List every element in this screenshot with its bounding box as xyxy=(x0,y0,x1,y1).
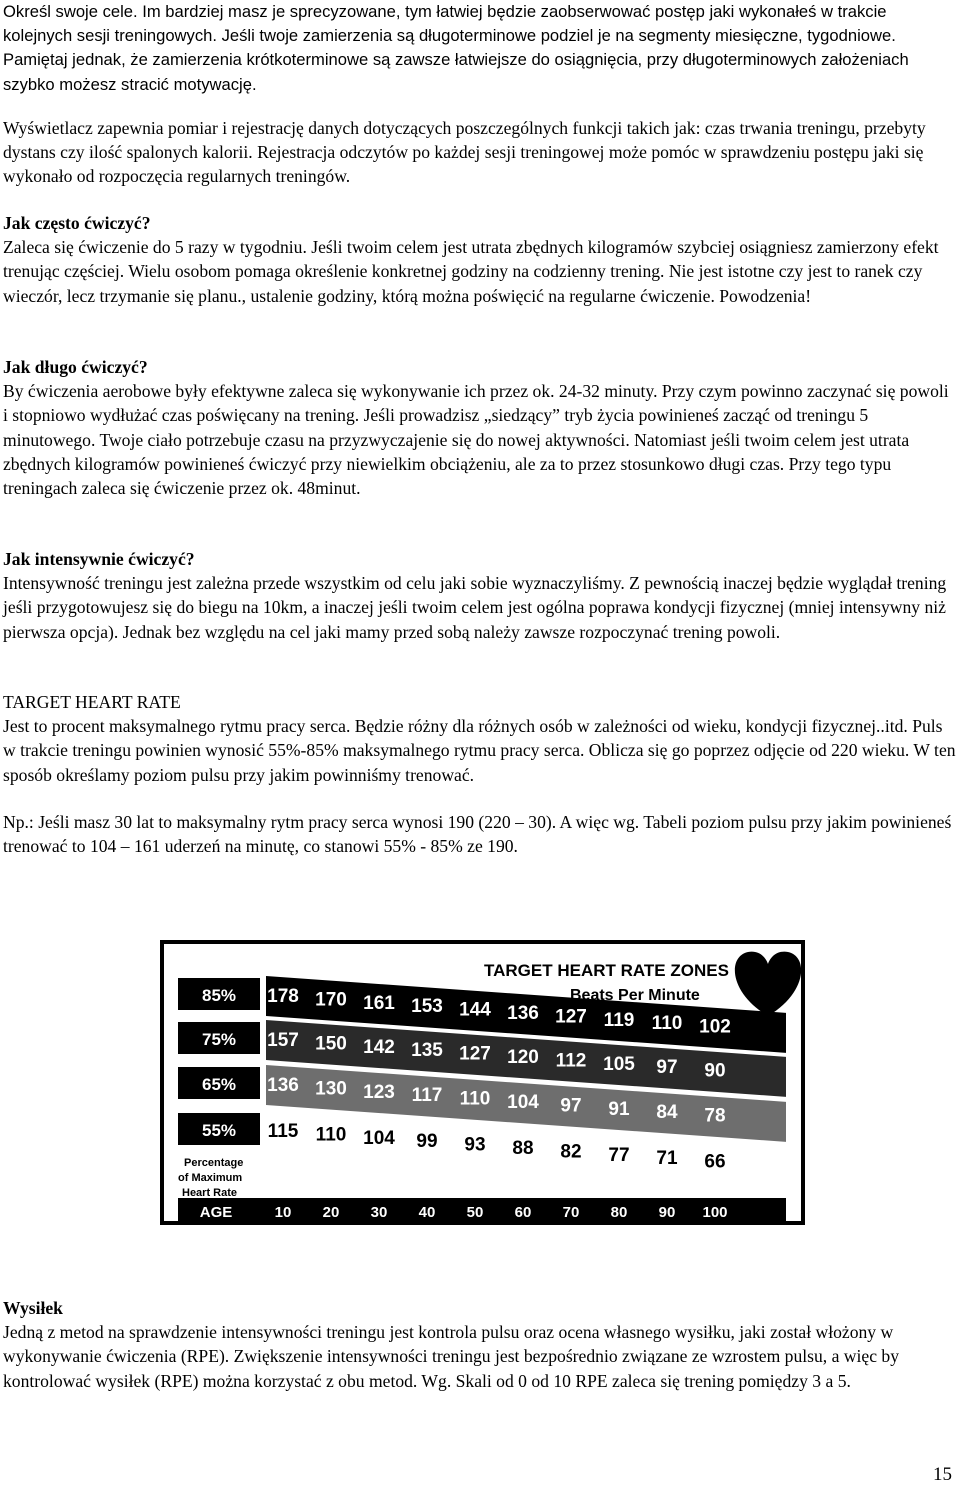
section-heading: Jak długo ćwiczyć? xyxy=(3,357,148,377)
bpm-value: 115 xyxy=(267,1121,299,1142)
bpm-value: 161 xyxy=(363,992,395,1014)
page-number: 15 xyxy=(933,1464,952,1485)
figure-subtitle: Beats Per Minute xyxy=(570,987,700,1004)
bpm-value: 119 xyxy=(603,1009,635,1031)
bpm-value: 78 xyxy=(704,1105,726,1127)
bpm-value: 110 xyxy=(459,1088,491,1110)
age-tick-label: 80 xyxy=(610,1204,628,1221)
section-effort xyxy=(3,1296,957,1393)
bpm-value: 71 xyxy=(656,1148,678,1170)
age-tick-label: 50 xyxy=(466,1204,484,1221)
age-tick-label: 30 xyxy=(370,1204,388,1221)
section-how-intense xyxy=(3,547,957,644)
percent-label: 55% xyxy=(201,1121,237,1140)
example-paragraph: Np.: Jeśli masz 30 lat to maksymalny rytm pracy serca wynosi 190 (220 – 30). A więc wg. Tabeli poziom pulsu przy jakim powinieneś trenować to 104 – 161 uderzeń na minutę, co stanowi 55% - 85% ze 190. xyxy=(3,812,952,857)
percent-label: 65% xyxy=(201,1075,237,1094)
percent-label: 75% xyxy=(201,1030,237,1049)
figure-title: TARGET HEART RATE ZONES xyxy=(484,961,729,980)
section-body: Intensywność treningu jest zależna przede wszystkim od celu jaki sobie wyznaczyliśmy. Z pewnością inaczej będzie wyglądał trening jeśli przygotowujesz się do biegu na 10km, a inaczej jeśli twoim celem jest ogólna poprawa kondycji fizycznej (mniej intensywny niż pierwsza opcja). Jednak bez względu na cel jaki mamy przed sobą należy zawsze rozpoczynać trening powoli. xyxy=(3,573,947,642)
bpm-value: 88 xyxy=(512,1138,534,1159)
bpm-value: 102 xyxy=(699,1016,731,1038)
bpm-value: 91 xyxy=(608,1098,630,1120)
section-body: Zaleca się ćwiczenie do 5 razy w tygodniu. Jeśli twoim celem jest utrata zbędnych kilogramów szybciej osiągniesz zamierzony efekt trenując częściej. Wielu osobom pomaga określenie konkretnej godziny na codzienny trening. Nie jest istotne czy jest to ranek czy wieczór, lecz trzymanie się planu., ustalenie godziny, którą można poświęcić na regularne ćwiczenie. Powodzenia! xyxy=(3,237,939,306)
bpm-value: 178 xyxy=(267,986,299,1007)
display-paragraph: Wyświetlacz zapewnia pomiar i rejestrację danych dotyczących poszczególnych funkcji takich jak: czas trwania treningu, przebyty dystans czy ilość spalonych kalorii. Rejestracja odczytów po każdej sesji treningowej może pomóc w sprawdzeniu postępu jaki się wykonało od rozpoczęcia regularnych treningów. xyxy=(3,118,926,187)
bpm-value: 105 xyxy=(603,1053,635,1075)
bpm-value: 104 xyxy=(363,1127,395,1149)
age-tick-label: 90 xyxy=(658,1204,676,1221)
bpm-value: 117 xyxy=(411,1085,443,1107)
bpm-value: 104 xyxy=(507,1092,539,1113)
bpm-value: 90 xyxy=(704,1060,726,1082)
bpm-value: 144 xyxy=(459,999,491,1021)
age-axis-label: AGE xyxy=(199,1204,233,1221)
bpm-value: 150 xyxy=(315,1033,347,1055)
bpm-value: 127 xyxy=(459,1043,491,1065)
age-tick-label: 60 xyxy=(514,1204,532,1221)
bpm-value: 97 xyxy=(560,1095,582,1117)
age-tick-label: 100 xyxy=(702,1204,728,1221)
bpm-value: 82 xyxy=(560,1141,582,1163)
age-tick-label: 40 xyxy=(418,1204,436,1221)
section-heading: Wysiłek xyxy=(3,1298,63,1318)
age-tick-label: 20 xyxy=(322,1204,340,1221)
bpm-value: 135 xyxy=(411,1040,443,1062)
section-how-long xyxy=(3,355,957,500)
section-body: Jest to procent maksymalnego rytmu pracy serca. Będzie różny dla różnych osób w zależności od wieku, kondycji fizycznej..itd. Puls w trakcie treningu powinien wynosić 55%-85% maksymalnego rytmu pracy serca. Oblicza się go poprzez odjęcie od 220 wieku. W ten sposób określamy poziom pulsu przy jakim powinniśmy trenować. xyxy=(3,716,956,785)
bpm-value: 93 xyxy=(464,1134,486,1156)
percent-caption-line: Heart Rate xyxy=(182,1187,238,1199)
heart-rate-zones-table xyxy=(160,940,805,1225)
age-tick-label: 10 xyxy=(274,1204,292,1221)
bpm-value: 157 xyxy=(267,1030,299,1051)
bpm-value: 127 xyxy=(555,1006,587,1028)
bpm-value: 136 xyxy=(507,1003,539,1024)
percent-caption-line: of Maximum xyxy=(178,1172,243,1184)
intro-paragraph: Określ swoje cele. Im bardziej masz je sprecyzowane, tym łatwiej będzie zaobserwować postęp jaki wykonałeś w trakcie kolejnych sesji treningowych. Jeśli twoje zamierzenia są długoterminowe podziel je na segmenty miesięczne, tygodniowe. Pamiętaj jednak, że zamierzenia krótkoterminowe są zawsze łatwiejsze do osiągnięcia, przy długoterminowych założeniach szybko możesz stracić motywację. xyxy=(3,2,909,94)
bpm-value: 130 xyxy=(315,1078,347,1100)
section-body: Jedną z metod na sprawdzenie intensywności treningu jest kontrola pulsu oraz ocena własnego wysiłku, jaki został włożony w wykonywanie ćwiczenia (RPE). Zwiększenie intensywności treningu jest bezpośrednio związane ze wzrostem pulsu, a więc by kontrolować wysiłek (RPE) można korzystać z obu metod. Wg. Skali od 0 od 10 RPE zaleca się trening pomiędzy 3 a 5. xyxy=(3,1322,900,1391)
bpm-value: 66 xyxy=(704,1151,726,1173)
bpm-value: 77 xyxy=(608,1144,630,1166)
bpm-value: 97 xyxy=(656,1057,678,1079)
section-heading: TARGET HEART RATE xyxy=(3,692,181,712)
bpm-value: 153 xyxy=(411,996,443,1018)
percent-caption-line: Percentage xyxy=(184,1157,244,1169)
bpm-value: 112 xyxy=(555,1050,587,1072)
bpm-value: 142 xyxy=(363,1036,395,1058)
section-how-often xyxy=(3,211,957,308)
percent-label: 85% xyxy=(201,986,237,1005)
bpm-value: 99 xyxy=(416,1131,438,1153)
bpm-value: 84 xyxy=(656,1102,678,1124)
section-target-heart-rate xyxy=(3,690,957,787)
bpm-value: 136 xyxy=(267,1075,299,1096)
bpm-value: 170 xyxy=(315,989,347,1011)
bpm-value: 120 xyxy=(507,1047,539,1068)
section-body: By ćwiczenia aerobowe były efektywne zaleca się wykonywanie ich przez ok. 24-32 minuty. Przy czym powinno zaczynać się powoli i stopniowo wydłużać czas poświęcany na trening. Jeśli prowadzisz „siedzący” tryb życia powinieneś zacząć od treningu 5 minutowego. Twoje ciało potrzebuje czasu na przyzwyczajenie się do nowej aktywności. Natomiast jeśli twoim celem jest utrata zbędnych kilogramów powinieneś ćwiczyć przy niewielkim obciążeniu, ale za to przez stosunkowo długi czas. Przy tego typu treningach zaleca się ćwiczenie przez ok. 48minut. xyxy=(3,381,949,499)
bpm-value: 110 xyxy=(315,1124,347,1146)
section-heading: Jak często ćwiczyć? xyxy=(3,213,151,233)
age-tick-label: 70 xyxy=(562,1204,580,1221)
bpm-value: 123 xyxy=(363,1081,395,1103)
bpm-value: 110 xyxy=(651,1013,683,1035)
section-heading: Jak intensywnie ćwiczyć? xyxy=(3,549,195,569)
